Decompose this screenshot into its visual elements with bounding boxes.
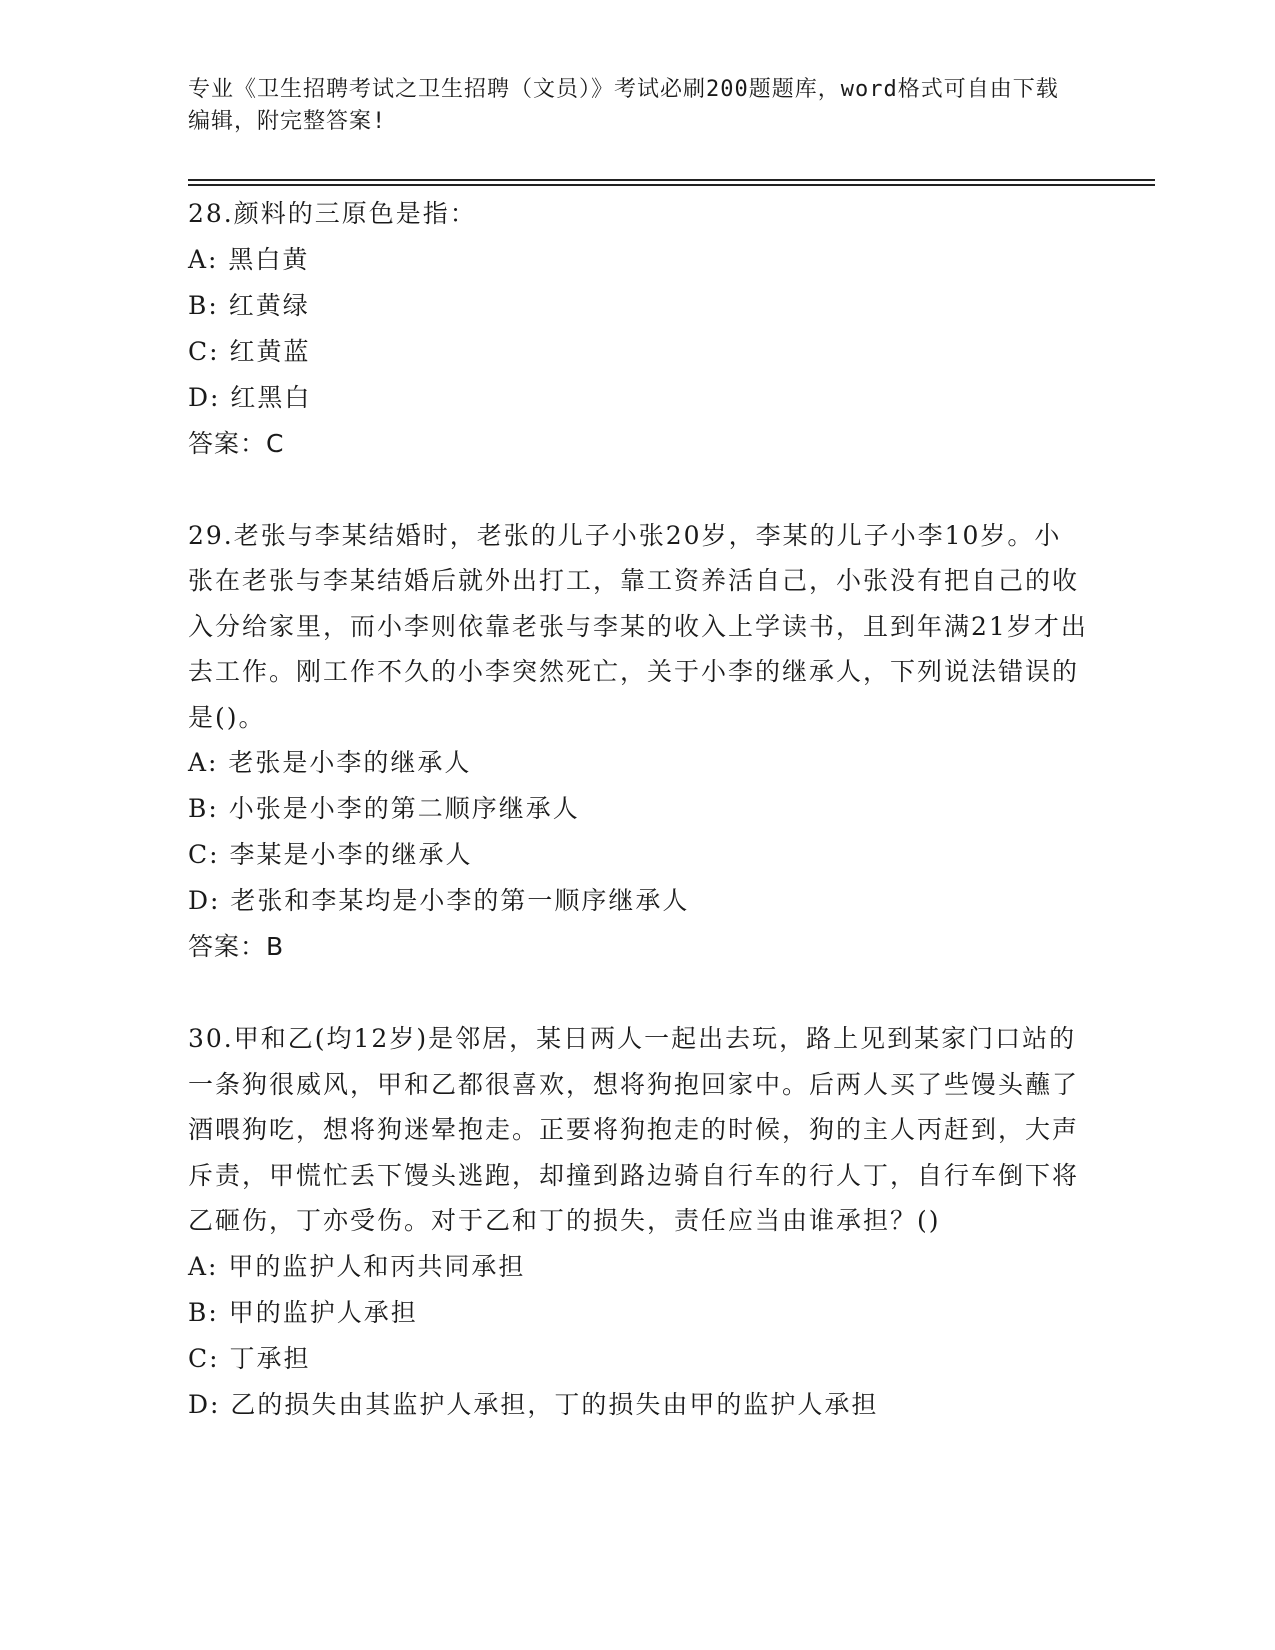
question-list [188,190,1088,1428]
question-stem: 29.老张与李某结婚时，老张的儿子小张20岁，李某的儿子小李10岁。小张在老张与李某结婚后就外出打工，靠工资养活自己，小张没有把自己的收入分给家里，而小李则依靠老张与李某的收入上学读书，且到年满21岁才出去工作。刚工作不久的小李突然死亡，关于小李的继承人，下列说法错误的是()。 [188,520,1088,732]
question-29 [188,512,1088,971]
option-d: D: 乙的损失由其监护人承担，丁的损失由甲的监护人承担 [188,1389,879,1419]
option-d: D: 老张和李某均是小李的第一顺序继承人 [188,886,690,915]
question-stem: 30.甲和乙(均12岁)是邻居，某日两人一起出去玩，路上见到某家门口站的一条狗很威风，甲和乙都很喜欢，想将狗抱回家中。后两人买了些馒头蘸了酒喂狗吃，想将狗迷晕抱走。正要将狗抱走的时候，狗的主人丙赶到，大声斥责，甲慌忙丢下馒头逃跑，却撞到路边骑自行车的行人丁，自行车倒下将乙砸伤，丁亦受伤。对于乙和丁的损失，责任应当由谁承担？() [188,1024,1080,1235]
header-divider-top [188,179,1155,181]
option-a: A: 甲的监护人和丙共同承担 [188,1251,526,1281]
option-b: B: 甲的监护人承担 [188,1297,418,1327]
document-header: 专业《卫生招聘考试之卫生招聘（文员）》考试必刷200题题库，word格式可自由下载编辑，附完整答案! [188,77,1059,134]
option-a: A: 黑白黄 [188,244,310,274]
question-spacer [188,970,1088,1015]
answer: 答案：C [188,428,285,458]
option-c: C: 李某是小李的继承人 [188,840,473,869]
question-stem: 28.颜料的三原色是指： [188,199,477,228]
option-c: C: 红黄蓝 [188,336,311,366]
question-spacer [188,467,1088,512]
question-28 [188,190,1088,467]
option-b: B: 红黄绿 [188,290,310,320]
option-d: D: 红黑白 [188,382,312,412]
header-divider-bottom [188,184,1155,186]
answer: 答案：B [188,932,285,961]
question-30 [188,1015,1088,1428]
option-a: A: 老张是小李的继承人 [188,748,472,777]
option-b: B: 小张是小李的第二顺序继承人 [188,794,580,823]
option-c: C: 丁承担 [188,1343,311,1373]
